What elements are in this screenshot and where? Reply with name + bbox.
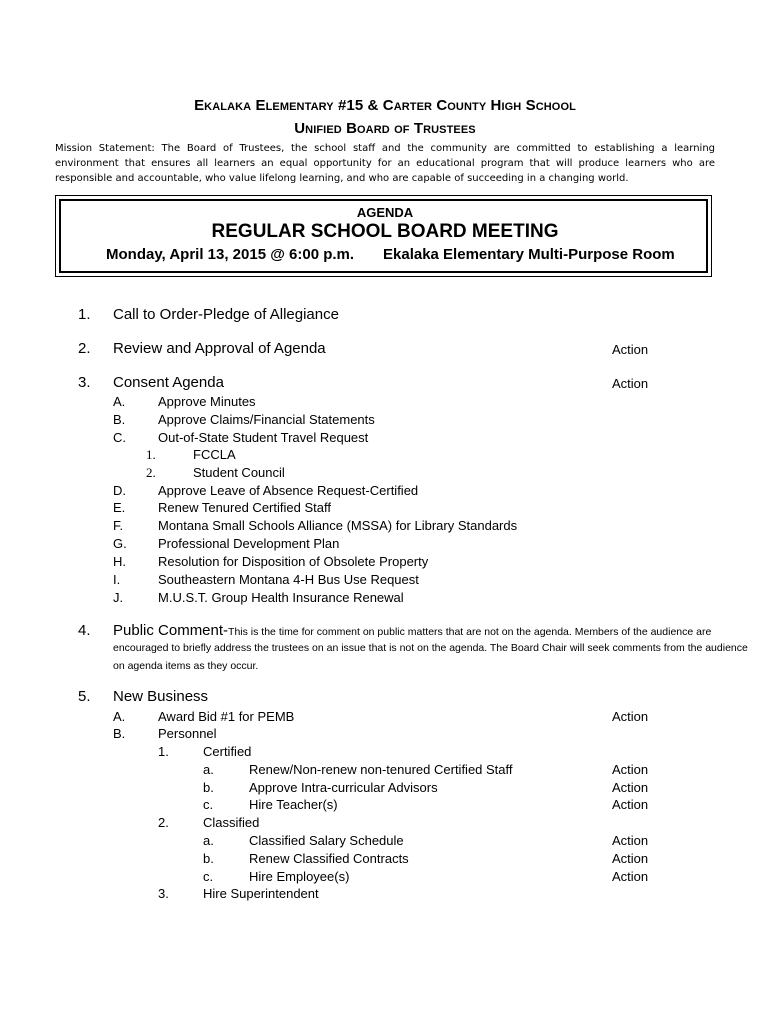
- item-number: 1.: [78, 306, 91, 323]
- sub-marker: G.: [113, 536, 127, 551]
- sub-marker: C.: [113, 430, 126, 445]
- action-label: Action: [612, 780, 649, 795]
- public-comment-description: This is the time for comment on public matters that are not on the agenda. Members of the audience are: [228, 626, 712, 638]
- sub-item-text: Approve Leave of Absence Request-Certified: [158, 483, 419, 498]
- action-label: Action: [612, 709, 649, 724]
- action-label: Action: [612, 342, 649, 357]
- sub-sub-marker: 3.: [158, 886, 169, 901]
- action-label: Action: [612, 762, 649, 777]
- detail-marker: c.: [203, 869, 214, 884]
- sub-sub-marker: 2.: [158, 815, 169, 830]
- meeting-date: Monday, April 13, 2015 @ 6:00 p.m.: [106, 246, 355, 263]
- detail-marker: b.: [203, 780, 214, 795]
- sub-item-text: Resolution for Disposition of Obsolete Property: [158, 554, 429, 569]
- meeting-title: REGULAR SCHOOL BOARD MEETING: [211, 221, 559, 242]
- sub-item-text: M.U.S.T. Group Health Insurance Renewal: [158, 590, 404, 605]
- item-consent-agenda: Consent Agenda: [113, 374, 224, 391]
- sub-sub-item-text: Classified: [203, 815, 260, 830]
- meeting-location: Ekalaka Elementary Multi-Purpose Room: [383, 246, 675, 263]
- detail-item-text: Approve Intra-curricular Advisors: [249, 780, 438, 795]
- action-label: Action: [612, 833, 649, 848]
- detail-marker: a.: [203, 833, 214, 848]
- sub-item-text: Personnel: [158, 726, 217, 741]
- item-public-comment: [113, 622, 711, 640]
- sub-sub-item-text: Hire Superintendent: [203, 886, 319, 901]
- sub-item-text: Approve Minutes: [158, 394, 256, 409]
- sub-item-text: Approve Claims/Financial Statements: [158, 412, 375, 427]
- detail-item-text: Hire Teacher(s): [249, 797, 338, 812]
- sub-item-text: Southeastern Montana 4-H Bus Use Request: [158, 572, 419, 587]
- sub-marker: E.: [113, 500, 126, 515]
- public-comment-description-line: on agenda items as they occur.: [113, 660, 259, 672]
- detail-item-text: Hire Employee(s): [249, 869, 350, 884]
- action-label: Action: [612, 851, 649, 866]
- public-comment-description-line: encouraged to briefly address the trustees on an issue that is not on the agenda. The Board Chair will seek comments from the audience: [113, 642, 748, 654]
- sub-marker: F.: [113, 518, 124, 533]
- detail-marker: b.: [203, 851, 214, 866]
- action-label: Action: [612, 376, 649, 391]
- sub-marker: I.: [113, 572, 121, 587]
- sub-marker: H.: [113, 554, 126, 569]
- sub-marker: B.: [113, 726, 126, 741]
- action-label: Action: [612, 869, 649, 884]
- sub-item-text: Out-of-State Student Travel Request: [158, 430, 369, 445]
- item-number: 4.: [78, 622, 91, 639]
- item-call-to-order: Call to Order-Pledge of Allegiance: [113, 306, 339, 323]
- item-number: 5.: [78, 688, 91, 705]
- sub-sub-item-text: Student Council: [193, 465, 285, 480]
- item-new-business: New Business: [113, 688, 209, 705]
- item-agenda-approval: Review and Approval of Agenda: [113, 340, 326, 357]
- sub-item-text: Award Bid #1 for PEMB: [158, 709, 295, 724]
- mission-statement: Mission Statement: The Board of Trustees, the school staff and the community are committed to establishing a learning environment that ensures all learners an equal opportunity for an educational program that will produce learners who are responsible and accountable, who value lifelong learning, and who are capable of succeeding in a changing world.: [55, 143, 715, 184]
- action-label: Action: [612, 797, 649, 812]
- sub-sub-marker: 2.: [146, 465, 156, 480]
- sub-marker: J.: [113, 590, 124, 605]
- board-title: Unified Board of Trustees: [294, 120, 476, 137]
- sub-marker: A.: [113, 709, 126, 724]
- agenda-label: AGENDA: [356, 205, 414, 220]
- detail-item-text: Renew/Non-renew non-tenured Certified Staff: [249, 762, 513, 777]
- sub-marker: A.: [113, 394, 126, 409]
- sub-sub-item-text: Certified: [203, 744, 252, 759]
- public-comment-heading: Public Comment-: [113, 622, 229, 639]
- sub-sub-item-text: FCCLA: [193, 447, 236, 462]
- sub-sub-marker: 1.: [158, 744, 169, 759]
- item-number: 3.: [78, 374, 91, 391]
- item-number: 2.: [78, 340, 91, 357]
- sub-item-text: Renew Tenured Certified Staff: [158, 500, 331, 515]
- sub-sub-marker: 1.: [146, 447, 156, 462]
- detail-marker: a.: [203, 762, 214, 777]
- detail-item-text: Classified Salary Schedule: [249, 833, 404, 848]
- sub-item-text: Montana Small Schools Alliance (MSSA) for Library Standards: [158, 518, 518, 533]
- sub-marker: B.: [113, 412, 126, 427]
- sub-marker: D.: [113, 483, 126, 498]
- school-title: Ekalaka Elementary #15 & Carter County High School: [194, 97, 576, 114]
- detail-item-text: Renew Classified Contracts: [249, 851, 409, 866]
- sub-item-text: Professional Development Plan: [158, 536, 340, 551]
- detail-marker: c.: [203, 797, 214, 812]
